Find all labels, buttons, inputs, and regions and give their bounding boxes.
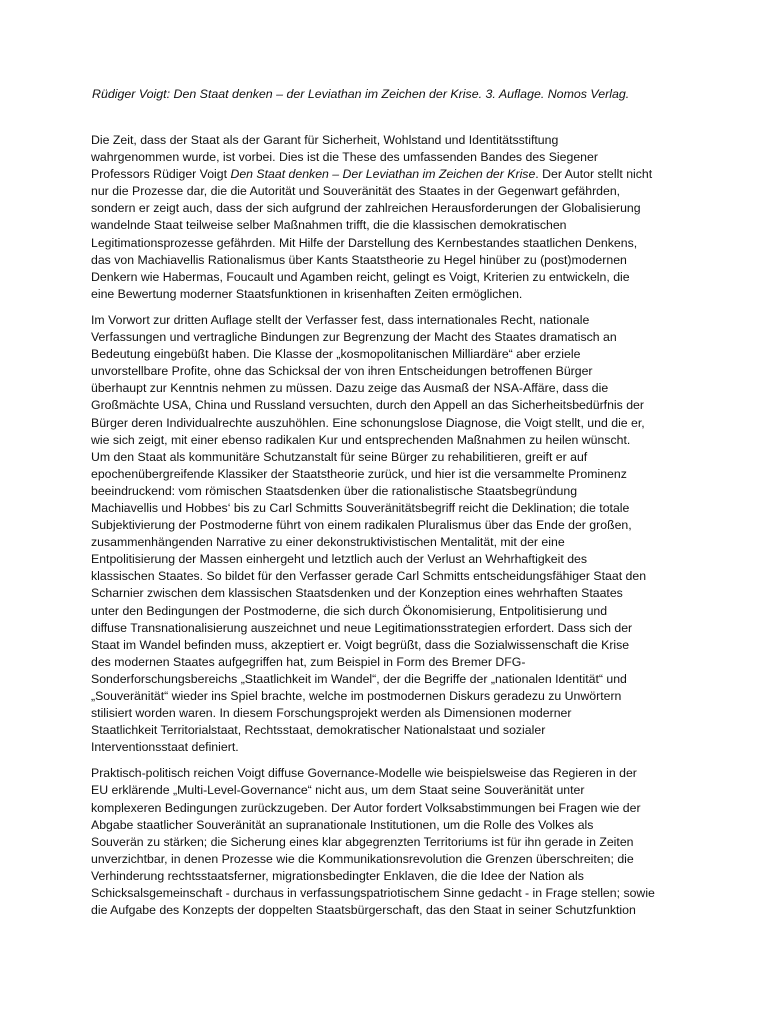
text-segment: . Der Autor stellt nicht bbox=[535, 167, 653, 182]
text-line: Im Vorwort zur dritten Auflage stellt der Verfasser fest, dass internationales Recht, nationale bbox=[91, 312, 590, 327]
text-line: Machiavellis und Hobbes‘ bis zu Carl Schmitts Souveränitätsbegriff reicht die Deklination; die totale bbox=[91, 500, 630, 515]
text-line: Legitimationsprozesse gefährden. Mit Hilfe der Darstellung des Kernbestandes staatlichen Denkens, bbox=[91, 235, 638, 250]
text-line: unverzichtbar, in denen Prozesse wie die Kommunikationsrevolution die Grenzen überschreiten; die bbox=[91, 851, 634, 866]
text-line: des modernen Staates aufgegriffen hat, zum Beispiel in Form des Bremer DFG- bbox=[91, 654, 526, 669]
text-line: Staatlichkeit Territorialstaat, Rechtsstaat, demokratischer Nationalstaat und sozialer bbox=[91, 723, 546, 738]
text-line: Um den Staat als kommunitäre Schutzanstalt für seine Bürger zu rehabilitieren, greift er auf bbox=[91, 449, 588, 464]
document-body bbox=[91, 132, 681, 928]
text-line: sondern er zeigt auch, dass der sich aufgrund der zahlreichen Herausforderungen der Globalisierung bbox=[91, 201, 641, 216]
text-line: das von Machiavellis Rationalismus über Kants Staatstheorie zu Hegel hinüber zu (post)modernen bbox=[91, 252, 627, 267]
text-line: „Souveränität“ wieder ins Spiel brachte, welche im postmodernen Diskurs geradezu zu Unwörtern bbox=[91, 689, 622, 703]
text-line: wahrgenommen wurde, ist vorbei. Dies ist die These des umfassenden Bandes des Siegener bbox=[91, 150, 598, 165]
book-title-italic: Den Staat denken – Der Leviathan im Zeichen der Krise bbox=[230, 167, 536, 182]
text-line: Subjektivierung der Postmoderne führt von einem radikalen Pluralismus über das Ende der großen, bbox=[91, 518, 632, 533]
text-line: Bedeutung eingebüßt haben. Die Klasse der „kosmopolitanischen Milliardäre“ aber erziele bbox=[91, 347, 581, 362]
text-line: Großmächte USA, China und Russland versuchten, durch den Appell an das Sicherheitsbedürfnis der bbox=[91, 398, 644, 413]
text-line: beeindruckend: vom römischen Staatsdenken über die rationalistische Staatsbegründung bbox=[91, 483, 578, 498]
text-line: Schicksalsgemeinschaft - durchaus in verfassungspatriotischem Sinne gedacht - in Frage stellen; sowie bbox=[91, 886, 655, 901]
text-segment: Professors Rüdiger Voigt bbox=[91, 167, 231, 182]
document-title: Rüdiger Voigt: Den Staat denken – der Leviathan im Zeichen der Krise. 3. Auflage. Nomos Verlag. bbox=[92, 87, 630, 101]
text-line: komplexeren Bedingungen zurückzugeben. Der Autor fordert Volksabstimmungen bei Fragen wie der bbox=[91, 800, 641, 815]
text-line: eine Bewertung moderner Staatsfunktionen in krisenhaften Zeiten ermöglichen. bbox=[91, 286, 523, 301]
text-line: Die Zeit, dass der Staat als der Garant für Sicherheit, Wohlstand und Identitätsstiftung bbox=[91, 133, 559, 147]
text-line: nur die Prozesse dar, die die Autorität und Souveränität des Staates in der Gegenwart gefährden, bbox=[91, 184, 621, 199]
text-line bbox=[91, 166, 681, 183]
text-line: wandelnde Staat teilweise selber Maßnahmen trifft, die die klassischen demokratischen bbox=[91, 218, 567, 233]
text-line: überhaupt zur Kenntnis nehmen zu müssen. Dazu zeige das Ausmaß der NSA-Affäre, dass die bbox=[91, 381, 609, 396]
text-line: stilisiert worden waren. In diesem Forschungsprojekt werden als Dimensionen moderner bbox=[91, 706, 572, 721]
text-line: klassischen Staates. So bildet für den Verfasser gerade Carl Schmitts entscheidungsfähiger Staat den bbox=[91, 569, 647, 584]
text-line: Scharnier zwischen dem klassischen Staatsdenken und der Konzeption eines wehrhaften Staates bbox=[91, 586, 623, 601]
text-line: Sonderforschungsbereichs „Staatlichkeit im Wandel“, der die Begriffe der „nationalen Identität“ und bbox=[91, 671, 627, 686]
text-line: EU erklärende „Multi-Level-Governance“ nicht aus, um dem Staat seine Souveränität unter bbox=[91, 783, 585, 798]
text-line: zusammenhängenden Narrative zu einer dekonstruktivistischen Mentalität, mit der eine bbox=[91, 535, 565, 550]
text-line: Verhinderung rechtsstaatsferner, migrationsbedingter Enklaven, die die Idee der Nation als bbox=[91, 868, 584, 883]
text-line: Interventionsstaat definiert. bbox=[91, 740, 239, 755]
text-line: unvorstellbare Profite, ohne das Schicksal der von ihren Entscheidungen betroffenen Bürger bbox=[91, 364, 593, 379]
text-line: Entpolitisierung der Massen einhergeht und letztlich auch der Verlust an Wehrhaftigkeit des bbox=[91, 552, 588, 567]
text-line: wie sich zeigt, mit einer ebenso radikalen Kur und entsprechenden Maßnahmen zu heilen wünscht. bbox=[91, 432, 631, 447]
text-line: diffuse Transnationalisierung auszeichnet und neue Legitimationsstrategien erfordert. Dass sich der bbox=[91, 620, 633, 635]
text-line: unter den Bedingungen der Postmoderne, die sich durch Ökonomisierung, Entpolitisierung und bbox=[91, 603, 608, 618]
paragraph bbox=[91, 765, 681, 919]
paragraph bbox=[91, 312, 681, 756]
text-line: die Aufgabe des Konzepts der doppelten Staatsbürgerschaft, das den Staat in seiner Schutzfunktion bbox=[91, 903, 636, 918]
paragraph bbox=[91, 132, 681, 303]
text-line: Souverän zu stärken; die Sicherung eines klar abgegrenzten Territoriums ist für ihn gerade in Zeiten bbox=[91, 834, 634, 849]
text-line: Abgabe staatlicher Souveränität an supranationale Institutionen, um die Rolle des Volkes als bbox=[91, 817, 594, 832]
text-line: Bürger deren Individualrechte auszuhöhlen. Eine schonungslose Diagnose, die Voigt stellt, und die er, bbox=[91, 415, 645, 430]
text-line: Praktisch-politisch reichen Voigt diffuse Governance-Modelle wie beispielsweise das Regieren in der bbox=[91, 766, 637, 781]
text-line: epochenübergreifende Klassiker der Staatstheorie zurück, und hier ist die versammelte Prominenz bbox=[91, 466, 627, 481]
text-line: Denkern wie Habermas, Foucault und Agamben reicht, gelingt es Voigt, Kriterien zu entwickeln, die bbox=[91, 269, 630, 284]
text-line: Staat im Wandel befinden muss, akzeptiert er. Voigt begrüßt, dass die Sozialwissenschaft die Krise bbox=[91, 637, 630, 652]
text-line: Verfassungen und vertragliche Bindungen zur Begrenzung der Macht des Staates dramatisch an bbox=[91, 330, 617, 345]
